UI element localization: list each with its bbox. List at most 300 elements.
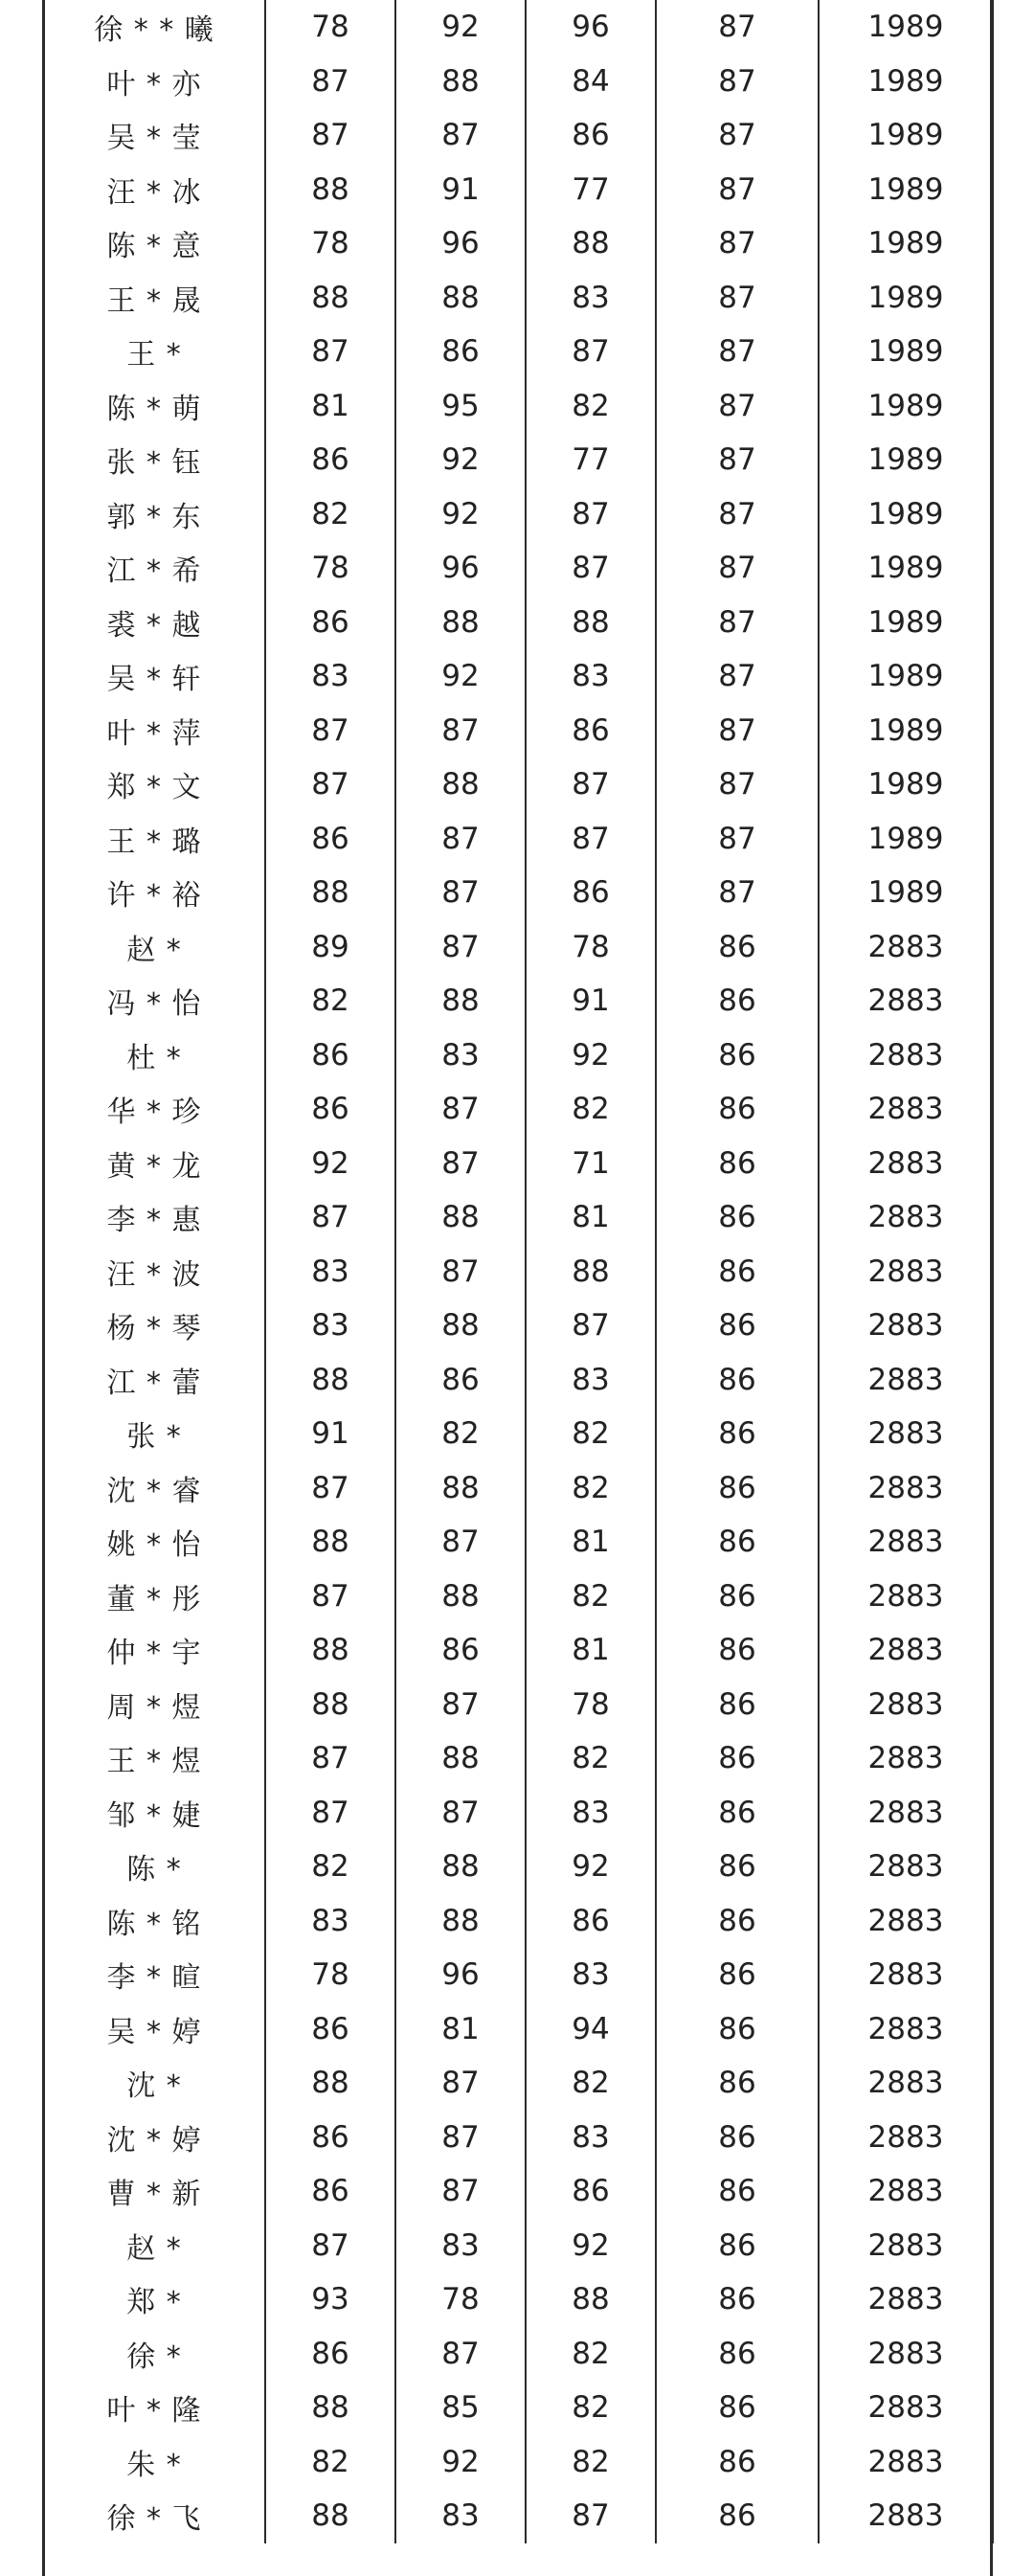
- student-name-cell: 郭 * 东: [43, 487, 265, 542]
- rank-cell: 2883: [819, 920, 993, 975]
- student-name-cell: 张 *: [43, 1407, 265, 1461]
- average-score-cell: 87: [656, 271, 819, 326]
- score-2-cell: 87: [395, 2056, 526, 2111]
- rank-cell: 2883: [819, 1894, 993, 1949]
- score-1-cell: 88: [265, 1623, 395, 1678]
- student-name-cell: 杨 * 琴: [43, 1299, 265, 1353]
- score-2-cell: 87: [395, 1786, 526, 1841]
- score-3-cell: 83: [526, 1353, 656, 1408]
- score-1-cell: 87: [265, 1731, 395, 1786]
- score-1-cell: 81: [265, 379, 395, 434]
- average-score-cell: 86: [656, 2272, 819, 2327]
- rank-cell: 2883: [819, 1137, 993, 1191]
- student-name-cell: 李 * 惠: [43, 1190, 265, 1245]
- score-2-cell: 81: [395, 2002, 526, 2057]
- score-1-cell: 78: [265, 541, 395, 596]
- score-2-cell: 87: [395, 1137, 526, 1191]
- table-row: [43, 271, 993, 326]
- rank-cell: 2883: [819, 1190, 993, 1245]
- student-name-cell: 仲 * 宇: [43, 1623, 265, 1678]
- rank-cell: 2883: [819, 2111, 993, 2165]
- score-3-cell: 86: [526, 2164, 656, 2219]
- average-score-cell: 86: [656, 920, 819, 975]
- average-score-cell: 86: [656, 1894, 819, 1949]
- table-row: [43, 757, 993, 812]
- student-name-cell: 周 * 煜: [43, 1678, 265, 1732]
- score-2-cell: 85: [395, 2381, 526, 2435]
- table-row: [43, 2056, 993, 2111]
- rank-cell: 1989: [819, 433, 993, 487]
- score-2-cell: 92: [395, 487, 526, 542]
- score-2-cell: 88: [395, 271, 526, 326]
- rank-cell: 2883: [819, 2219, 993, 2273]
- table-row: [43, 1353, 993, 1408]
- score-3-cell: 96: [526, 0, 656, 55]
- table-row: [43, 649, 993, 704]
- average-score-cell: 86: [656, 2164, 819, 2219]
- score-1-cell: 88: [265, 163, 395, 217]
- score-2-cell: 87: [395, 2164, 526, 2219]
- score-2-cell: 88: [395, 757, 526, 812]
- rank-cell: 2883: [819, 1461, 993, 1516]
- table-row: [43, 920, 993, 975]
- table-row: [43, 1137, 993, 1191]
- score-3-cell: 81: [526, 1190, 656, 1245]
- score-3-cell: 82: [526, 2327, 656, 2382]
- score-1-cell: 93: [265, 2272, 395, 2327]
- score-3-cell: 83: [526, 649, 656, 704]
- average-score-cell: 86: [656, 2111, 819, 2165]
- score-2-cell: 87: [395, 920, 526, 975]
- average-score-cell: 87: [656, 596, 819, 650]
- score-3-cell: 86: [526, 866, 656, 920]
- score-2-cell: 88: [395, 1894, 526, 1949]
- rank-cell: 1989: [819, 325, 993, 379]
- score-3-cell: 87: [526, 2489, 656, 2543]
- score-1-cell: 86: [265, 812, 395, 867]
- table-row: [43, 433, 993, 487]
- average-score-cell: 86: [656, 2002, 819, 2057]
- student-name-cell: 杜 *: [43, 1028, 265, 1083]
- student-name-cell: 王 * 璐: [43, 812, 265, 867]
- table-row: [43, 163, 993, 217]
- average-score-cell: 87: [656, 55, 819, 109]
- table-row: [43, 2327, 993, 2382]
- table-row: [43, 216, 993, 271]
- rank-cell: 2883: [819, 1353, 993, 1408]
- score-3-cell: 87: [526, 541, 656, 596]
- score-2-cell: 92: [395, 649, 526, 704]
- score-3-cell: 87: [526, 487, 656, 542]
- score-2-cell: 96: [395, 1948, 526, 2002]
- score-1-cell: 88: [265, 1678, 395, 1732]
- rank-cell: 1989: [819, 649, 993, 704]
- score-3-cell: 82: [526, 1407, 656, 1461]
- table-row: [43, 2002, 993, 2057]
- score-3-cell: 82: [526, 2435, 656, 2490]
- table-row: [43, 541, 993, 596]
- average-score-cell: 87: [656, 0, 819, 55]
- score-1-cell: 86: [265, 2111, 395, 2165]
- student-name-cell: 赵 *: [43, 2219, 265, 2273]
- score-2-cell: 87: [395, 812, 526, 867]
- score-1-cell: 83: [265, 1245, 395, 1299]
- score-1-cell: 88: [265, 866, 395, 920]
- rank-cell: 1989: [819, 379, 993, 434]
- score-1-cell: 86: [265, 2327, 395, 2382]
- table-row: [43, 2381, 993, 2435]
- average-score-cell: 86: [656, 2327, 819, 2382]
- score-2-cell: 88: [395, 1840, 526, 1894]
- average-score-cell: 87: [656, 757, 819, 812]
- rank-cell: 2883: [819, 1731, 993, 1786]
- average-score-cell: 86: [656, 1570, 819, 1624]
- average-score-cell: 87: [656, 487, 819, 542]
- average-score-cell: 86: [656, 1190, 819, 1245]
- student-name-cell: 王 *: [43, 325, 265, 379]
- score-2-cell: 87: [395, 866, 526, 920]
- score-2-cell: 88: [395, 1570, 526, 1624]
- score-3-cell: 82: [526, 2056, 656, 2111]
- student-name-cell: 叶 * 亦: [43, 55, 265, 109]
- rank-cell: 1989: [819, 757, 993, 812]
- table-row: [43, 108, 993, 163]
- score-2-cell: 96: [395, 541, 526, 596]
- student-name-cell: 郑 *: [43, 2272, 265, 2327]
- score-2-cell: 88: [395, 1731, 526, 1786]
- score-3-cell: 92: [526, 1028, 656, 1083]
- rank-cell: 2883: [819, 2381, 993, 2435]
- average-score-cell: 86: [656, 1731, 819, 1786]
- student-name-cell: 邹 * 婕: [43, 1786, 265, 1841]
- table-row: [43, 1948, 993, 2002]
- table-row: [43, 1894, 993, 1949]
- average-score-cell: 87: [656, 649, 819, 704]
- score-1-cell: 87: [265, 1570, 395, 1624]
- score-1-cell: 87: [265, 325, 395, 379]
- score-1-cell: 88: [265, 1515, 395, 1570]
- student-name-cell: 徐 * 飞: [43, 2489, 265, 2543]
- table-row: [43, 1245, 993, 1299]
- rank-cell: 1989: [819, 216, 993, 271]
- student-name-cell: 陈 * 铭: [43, 1894, 265, 1949]
- student-name-cell: 陈 * 意: [43, 216, 265, 271]
- average-score-cell: 86: [656, 1137, 819, 1191]
- table-row: [43, 974, 993, 1028]
- student-name-cell: 董 * 彤: [43, 1570, 265, 1624]
- score-1-cell: 83: [265, 1299, 395, 1353]
- score-2-cell: 86: [395, 325, 526, 379]
- rank-cell: 2883: [819, 2489, 993, 2543]
- score-3-cell: 82: [526, 1461, 656, 1516]
- rank-cell: 2883: [819, 2002, 993, 2057]
- average-score-cell: 86: [656, 974, 819, 1028]
- average-score-cell: 87: [656, 325, 819, 379]
- table-row: [43, 596, 993, 650]
- student-name-cell: 沈 * 睿: [43, 1461, 265, 1516]
- average-score-cell: 87: [656, 108, 819, 163]
- student-name-cell: 姚 * 怡: [43, 1515, 265, 1570]
- score-2-cell: 92: [395, 2435, 526, 2490]
- score-1-cell: 87: [265, 757, 395, 812]
- table-row: [43, 55, 993, 109]
- table-row: [43, 2489, 993, 2543]
- score-1-cell: 88: [265, 1353, 395, 1408]
- score-2-cell: 83: [395, 2219, 526, 2273]
- student-name-cell: 王 * 煜: [43, 1731, 265, 1786]
- student-name-cell: 沈 * 婷: [43, 2111, 265, 2165]
- rank-cell: 1989: [819, 55, 993, 109]
- score-2-cell: 88: [395, 596, 526, 650]
- rank-cell: 1989: [819, 487, 993, 542]
- student-name-cell: 江 * 蕾: [43, 1353, 265, 1408]
- score-3-cell: 82: [526, 1570, 656, 1624]
- table-row: [43, 0, 993, 55]
- average-score-cell: 87: [656, 216, 819, 271]
- score-3-cell: 86: [526, 1894, 656, 1949]
- score-1-cell: 88: [265, 271, 395, 326]
- student-name-cell: 郑 * 文: [43, 757, 265, 812]
- score-3-cell: 77: [526, 163, 656, 217]
- rank-cell: 1989: [819, 866, 993, 920]
- score-3-cell: 77: [526, 433, 656, 487]
- score-2-cell: 88: [395, 1299, 526, 1353]
- student-name-cell: 叶 * 萍: [43, 704, 265, 758]
- student-name-cell: 王 * 晟: [43, 271, 265, 326]
- score-2-cell: 87: [395, 1678, 526, 1732]
- score-1-cell: 88: [265, 2381, 395, 2435]
- student-name-cell: 吴 * 婷: [43, 2002, 265, 2057]
- table-row: [43, 2219, 993, 2273]
- average-score-cell: 86: [656, 1786, 819, 1841]
- score-3-cell: 87: [526, 812, 656, 867]
- average-score-cell: 86: [656, 1678, 819, 1732]
- student-name-cell: 李 * 暄: [43, 1948, 265, 2002]
- average-score-cell: 86: [656, 1515, 819, 1570]
- rank-cell: 2883: [819, 1299, 993, 1353]
- score-1-cell: 82: [265, 1840, 395, 1894]
- score-3-cell: 91: [526, 974, 656, 1028]
- score-2-cell: 87: [395, 2111, 526, 2165]
- score-2-cell: 87: [395, 108, 526, 163]
- table-row: [43, 379, 993, 434]
- score-1-cell: 86: [265, 1028, 395, 1083]
- score-1-cell: 87: [265, 55, 395, 109]
- average-score-cell: 86: [656, 1840, 819, 1894]
- student-name-cell: 张 * 钰: [43, 433, 265, 487]
- rank-cell: 2883: [819, 1028, 993, 1083]
- score-1-cell: 78: [265, 216, 395, 271]
- rank-cell: 1989: [819, 271, 993, 326]
- score-2-cell: 87: [395, 2327, 526, 2382]
- table-row: [43, 1190, 993, 1245]
- student-name-cell: 黄 * 龙: [43, 1137, 265, 1191]
- table-row: [43, 2435, 993, 2490]
- score-2-cell: 87: [395, 1515, 526, 1570]
- score-1-cell: 83: [265, 649, 395, 704]
- student-name-cell: 汪 * 波: [43, 1245, 265, 1299]
- average-score-cell: 86: [656, 2381, 819, 2435]
- student-name-cell: 徐 *: [43, 2327, 265, 2382]
- score-2-cell: 92: [395, 0, 526, 55]
- score-3-cell: 82: [526, 379, 656, 434]
- rank-cell: 2883: [819, 1840, 993, 1894]
- score-3-cell: 87: [526, 757, 656, 812]
- score-3-cell: 84: [526, 55, 656, 109]
- score-3-cell: 92: [526, 2219, 656, 2273]
- score-1-cell: 92: [265, 1137, 395, 1191]
- table-row: [43, 1840, 993, 1894]
- rank-cell: 1989: [819, 541, 993, 596]
- rank-cell: 2883: [819, 2272, 993, 2327]
- score-3-cell: 82: [526, 1082, 656, 1137]
- average-score-cell: 86: [656, 1623, 819, 1678]
- score-3-cell: 78: [526, 1678, 656, 1732]
- table-row: [43, 1299, 993, 1353]
- rank-cell: 2883: [819, 1570, 993, 1624]
- score-3-cell: 88: [526, 216, 656, 271]
- score-1-cell: 78: [265, 1948, 395, 2002]
- average-score-cell: 86: [656, 2489, 819, 2543]
- score-2-cell: 78: [395, 2272, 526, 2327]
- rank-cell: 2883: [819, 974, 993, 1028]
- score-2-cell: 96: [395, 216, 526, 271]
- score-3-cell: 87: [526, 325, 656, 379]
- score-3-cell: 83: [526, 1948, 656, 2002]
- table-row: [43, 1786, 993, 1841]
- student-name-cell: 徐 * * 曦: [43, 0, 265, 55]
- score-table-sheet: [42, 0, 992, 2576]
- score-1-cell: 82: [265, 974, 395, 1028]
- rank-cell: 1989: [819, 596, 993, 650]
- score-3-cell: 86: [526, 704, 656, 758]
- rank-cell: 2883: [819, 2327, 993, 2382]
- table-row: [43, 487, 993, 542]
- rank-cell: 2883: [819, 1623, 993, 1678]
- score-2-cell: 83: [395, 1028, 526, 1083]
- table-left-border: [42, 0, 45, 2576]
- student-name-cell: 叶 * 隆: [43, 2381, 265, 2435]
- rank-cell: 1989: [819, 108, 993, 163]
- score-1-cell: 86: [265, 2002, 395, 2057]
- score-2-cell: 87: [395, 1082, 526, 1137]
- score-1-cell: 88: [265, 2489, 395, 2543]
- score-1-cell: 86: [265, 433, 395, 487]
- table-row: [43, 1570, 993, 1624]
- rank-cell: 2883: [819, 1515, 993, 1570]
- rank-cell: 2883: [819, 1407, 993, 1461]
- rank-cell: 1989: [819, 704, 993, 758]
- score-3-cell: 81: [526, 1515, 656, 1570]
- rank-cell: 1989: [819, 163, 993, 217]
- score-2-cell: 95: [395, 379, 526, 434]
- student-name-cell: 冯 * 怡: [43, 974, 265, 1028]
- average-score-cell: 87: [656, 379, 819, 434]
- rank-cell: 1989: [819, 0, 993, 55]
- student-name-cell: 陈 *: [43, 1840, 265, 1894]
- average-score-cell: 87: [656, 541, 819, 596]
- score-3-cell: 83: [526, 1786, 656, 1841]
- score-2-cell: 88: [395, 55, 526, 109]
- score-2-cell: 92: [395, 433, 526, 487]
- score-1-cell: 87: [265, 1461, 395, 1516]
- rank-cell: 1989: [819, 812, 993, 867]
- rank-cell: 2883: [819, 1678, 993, 1732]
- score-1-cell: 88: [265, 2056, 395, 2111]
- average-score-cell: 86: [656, 1299, 819, 1353]
- score-2-cell: 86: [395, 1623, 526, 1678]
- student-name-cell: 赵 *: [43, 920, 265, 975]
- score-2-cell: 91: [395, 163, 526, 217]
- table-row: [43, 1461, 993, 1516]
- score-3-cell: 88: [526, 596, 656, 650]
- score-3-cell: 82: [526, 1731, 656, 1786]
- score-3-cell: 92: [526, 1840, 656, 1894]
- score-1-cell: 91: [265, 1407, 395, 1461]
- rank-cell: 2883: [819, 2435, 993, 2490]
- table-row: [43, 704, 993, 758]
- score-1-cell: 86: [265, 1082, 395, 1137]
- average-score-cell: 86: [656, 1353, 819, 1408]
- score-table-body: [43, 0, 993, 2543]
- score-2-cell: 87: [395, 1245, 526, 1299]
- score-2-cell: 88: [395, 974, 526, 1028]
- average-score-cell: 86: [656, 2219, 819, 2273]
- score-3-cell: 88: [526, 1245, 656, 1299]
- rank-cell: 2883: [819, 2164, 993, 2219]
- student-name-cell: 陈 * 萌: [43, 379, 265, 434]
- score-1-cell: 86: [265, 2164, 395, 2219]
- score-3-cell: 83: [526, 2111, 656, 2165]
- table-row: [43, 866, 993, 920]
- score-1-cell: 89: [265, 920, 395, 975]
- score-2-cell: 86: [395, 1353, 526, 1408]
- score-3-cell: 87: [526, 1299, 656, 1353]
- student-name-cell: 吴 * 莹: [43, 108, 265, 163]
- score-1-cell: 86: [265, 596, 395, 650]
- average-score-cell: 86: [656, 1407, 819, 1461]
- student-name-cell: 沈 *: [43, 2056, 265, 2111]
- student-name-cell: 裘 * 越: [43, 596, 265, 650]
- score-2-cell: 88: [395, 1461, 526, 1516]
- average-score-cell: 86: [656, 1028, 819, 1083]
- rank-cell: 2883: [819, 2056, 993, 2111]
- score-1-cell: 87: [265, 1190, 395, 1245]
- table-row: [43, 1623, 993, 1678]
- student-name-cell: 吴 * 轩: [43, 649, 265, 704]
- score-2-cell: 88: [395, 1190, 526, 1245]
- average-score-cell: 87: [656, 163, 819, 217]
- score-1-cell: 87: [265, 704, 395, 758]
- student-name-cell: 汪 * 冰: [43, 163, 265, 217]
- average-score-cell: 87: [656, 866, 819, 920]
- score-1-cell: 87: [265, 1786, 395, 1841]
- score-1-cell: 83: [265, 1894, 395, 1949]
- table-row: [43, 325, 993, 379]
- score-3-cell: 94: [526, 2002, 656, 2057]
- table-row: [43, 1731, 993, 1786]
- table-row: [43, 1028, 993, 1083]
- average-score-cell: 86: [656, 2056, 819, 2111]
- student-name-cell: 曹 * 新: [43, 2164, 265, 2219]
- average-score-cell: 86: [656, 1245, 819, 1299]
- table-row: [43, 812, 993, 867]
- score-3-cell: 78: [526, 920, 656, 975]
- average-score-cell: 86: [656, 1082, 819, 1137]
- student-name-cell: 华 * 珍: [43, 1082, 265, 1137]
- rank-cell: 2883: [819, 1082, 993, 1137]
- average-score-cell: 86: [656, 1461, 819, 1516]
